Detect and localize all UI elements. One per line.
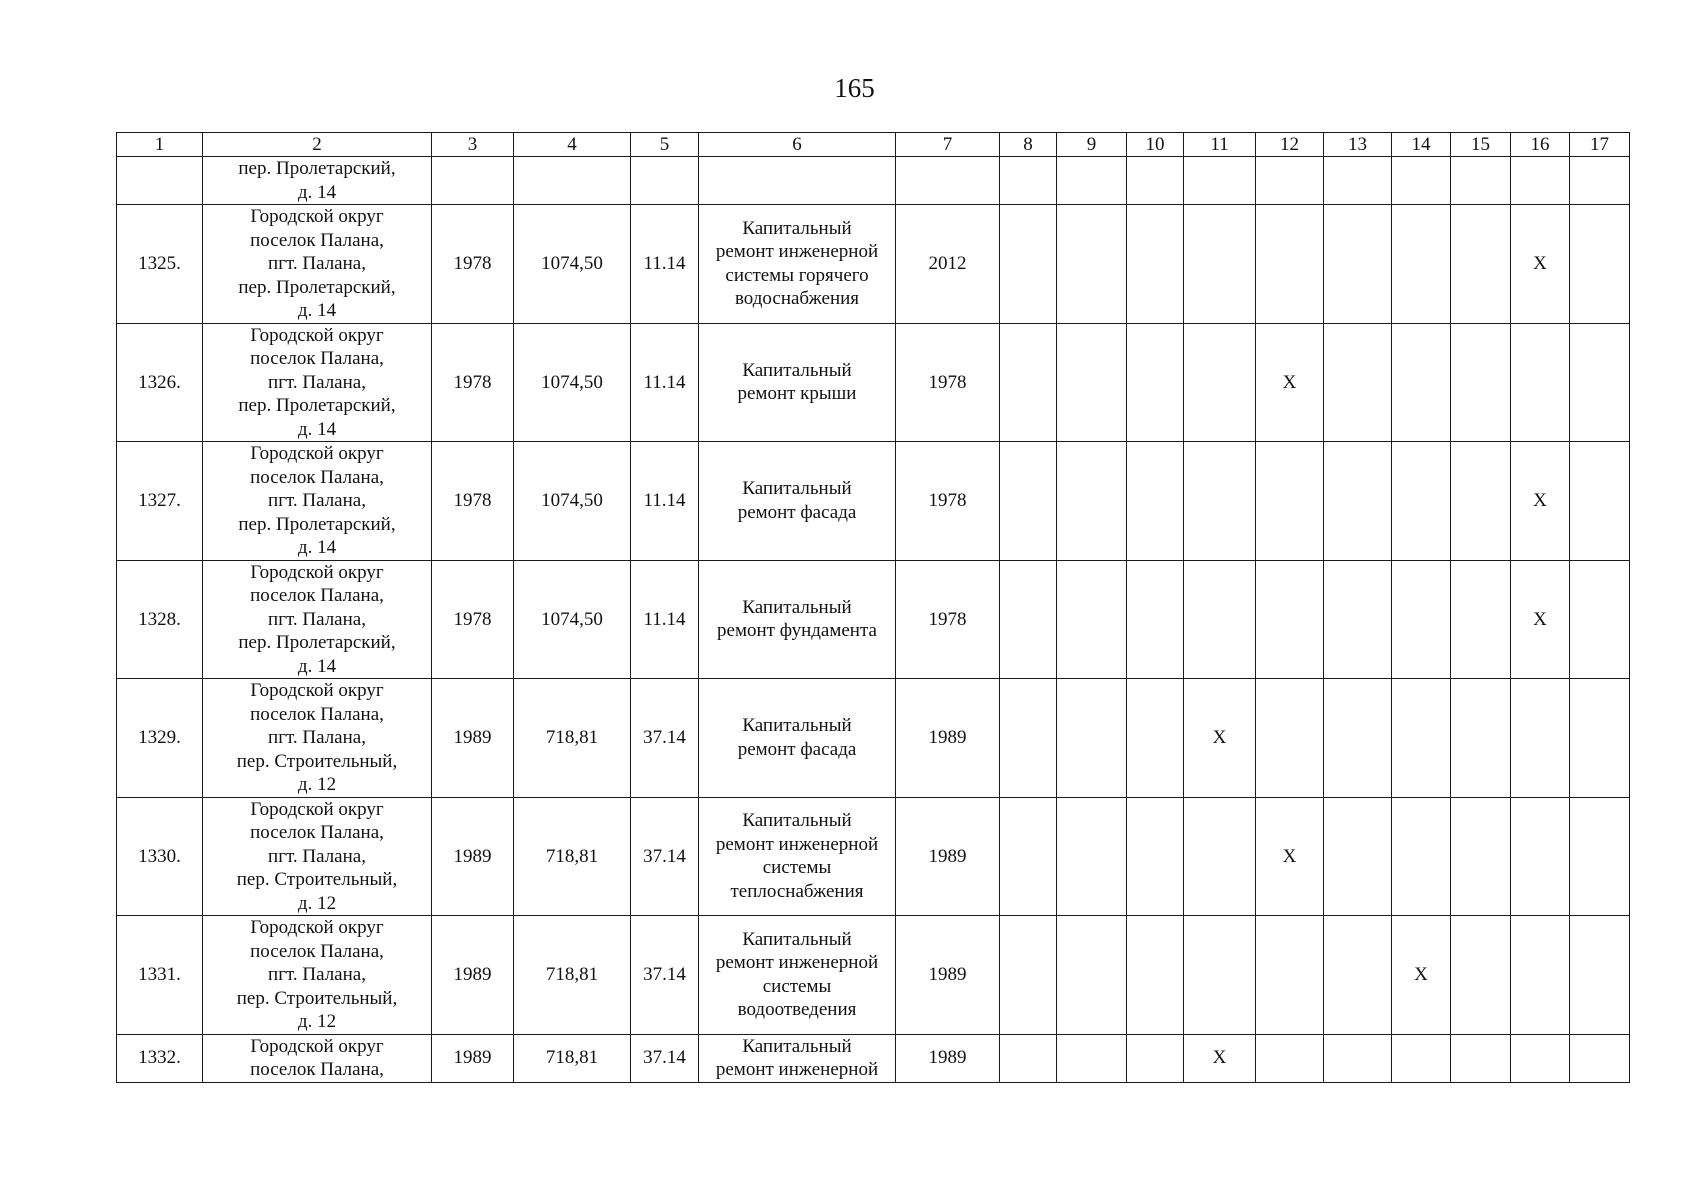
code-cell: 11.14 — [631, 442, 699, 561]
address-line: Городской округ — [250, 1035, 384, 1057]
code-cell: 37.14 — [631, 679, 699, 798]
work-line: Капитальный — [742, 715, 852, 737]
address-line: Городской округ — [250, 443, 384, 464]
mark-cell — [1000, 323, 1057, 442]
mark-cell — [1127, 323, 1184, 442]
address-line: пгт. Палана, — [268, 845, 366, 867]
mark-cell — [1000, 157, 1057, 205]
mark-cell — [1511, 1034, 1570, 1082]
mark-cell — [1570, 1034, 1630, 1082]
mark-cell — [1324, 157, 1392, 205]
code-cell: 37.14 — [631, 1034, 699, 1082]
mark-cell — [1511, 157, 1570, 205]
build-year-cell: 1978 — [432, 442, 514, 561]
address-line: д. 14 — [297, 418, 337, 440]
mark-cell — [1057, 797, 1127, 916]
column-number-cell: 16 — [1511, 133, 1570, 157]
mark-cell — [1392, 1034, 1451, 1082]
work-type-cell — [699, 679, 896, 798]
table-row — [117, 797, 1630, 916]
mark-cell — [1392, 323, 1451, 442]
mark-cell — [1570, 679, 1630, 798]
mark-cell — [1570, 442, 1630, 561]
mark-cell — [1392, 157, 1451, 205]
mark-cell — [1511, 797, 1570, 916]
address-line: Городской округ — [250, 206, 384, 227]
build-year-cell: 1989 — [432, 797, 514, 916]
work-line: ремонт инженерной — [715, 833, 879, 855]
mark-cell — [1324, 560, 1392, 679]
work-year-cell: 1989 — [896, 1034, 1000, 1082]
area-cell: 718,81 — [514, 797, 631, 916]
mark-cell — [1511, 679, 1570, 798]
mark-cell — [1256, 560, 1324, 679]
mark-cell — [1127, 916, 1184, 1035]
mark-cell — [1057, 560, 1127, 679]
row-number-cell: 1328. — [117, 560, 203, 679]
area-cell: 1074,50 — [514, 560, 631, 679]
mark-cell — [1324, 205, 1392, 324]
column-number-row — [117, 133, 1630, 157]
mark-cell — [1256, 1034, 1324, 1082]
address-line: пгт. Палана, — [268, 490, 366, 511]
address-line: д. 12 — [297, 892, 337, 914]
area-cell: 718,81 — [514, 916, 631, 1035]
mark-cell — [1127, 797, 1184, 916]
column-number-cell: 8 — [1000, 133, 1057, 157]
table-row — [117, 560, 1630, 679]
mark-cell — [1127, 679, 1184, 798]
address-line: поселок Палана, — [250, 466, 384, 488]
row-number-cell: 1329. — [117, 679, 203, 798]
work-line: системы — [762, 857, 832, 879]
row-number-cell: 1332. — [117, 1034, 203, 1082]
work-type-cell — [699, 560, 896, 679]
column-number-cell: 15 — [1451, 133, 1511, 157]
build-year-cell — [432, 157, 514, 205]
code-cell: 37.14 — [631, 916, 699, 1035]
column-number-cell: 11 — [1184, 133, 1256, 157]
mark-cell — [1451, 157, 1511, 205]
address-line: пер. Пролетарский, — [238, 158, 396, 179]
mark-cell — [1451, 560, 1511, 679]
work-year-cell: 1978 — [896, 442, 1000, 561]
table-row — [117, 1034, 1630, 1082]
work-type-cell — [699, 1034, 896, 1082]
row-number-cell: 1325. — [117, 205, 203, 324]
work-line: Капитальный — [742, 478, 852, 500]
row-number-cell: 1330. — [117, 797, 203, 916]
address-line: д. 12 — [297, 1011, 337, 1032]
address-line: пгт. Палана, — [268, 253, 366, 274]
code-cell: 11.14 — [631, 560, 699, 679]
area-cell — [514, 157, 631, 205]
mark-cell — [1451, 205, 1511, 324]
address-line: поселок Палана, — [250, 822, 384, 843]
work-line: ремонт крыши — [737, 383, 857, 405]
column-number-cell: 9 — [1057, 133, 1127, 157]
address-line: д. 12 — [297, 774, 337, 795]
mark-cell — [1324, 916, 1392, 1035]
address-line: д. 14 — [297, 655, 337, 677]
column-number-cell: 12 — [1256, 133, 1324, 157]
table-row — [117, 442, 1630, 561]
mark-cell — [1057, 157, 1127, 205]
address-line: Городской округ — [250, 917, 384, 938]
mark-cell — [1127, 442, 1184, 561]
mark-cell — [1057, 1034, 1127, 1082]
mark-cell — [1184, 797, 1256, 916]
mark-cell — [1451, 323, 1511, 442]
mark-cell — [1000, 916, 1057, 1035]
mark-cell — [1451, 916, 1511, 1035]
mark-cell — [1000, 205, 1057, 324]
work-line: Капитальный — [742, 596, 852, 618]
mark-cell — [1057, 679, 1127, 798]
mark-cell — [1256, 157, 1324, 205]
mark-cell: X — [1256, 797, 1324, 916]
address-cell — [203, 916, 432, 1035]
work-line: Капитальный — [742, 1035, 852, 1057]
mark-cell — [1451, 1034, 1511, 1082]
mark-cell: X — [1511, 442, 1570, 561]
work-line: ремонт инженерной — [715, 241, 879, 263]
mark-cell: X — [1184, 1034, 1256, 1082]
address-line: поселок Палана, — [250, 585, 384, 606]
address-line: пер. Пролетарский, — [238, 632, 396, 653]
column-number-cell: 1 — [117, 133, 203, 157]
work-line: водоотведения — [737, 999, 857, 1021]
mark-cell: X — [1511, 205, 1570, 324]
address-line: Городской округ — [250, 324, 384, 346]
mark-cell: X — [1511, 560, 1570, 679]
work-type-cell — [699, 916, 896, 1035]
address-cell — [203, 205, 432, 324]
mark-cell — [1057, 916, 1127, 1035]
work-line: ремонт инженерной — [715, 952, 879, 974]
address-line: д. 14 — [297, 300, 337, 321]
mark-cell — [1451, 797, 1511, 916]
table-row — [117, 916, 1630, 1035]
mark-cell — [1057, 442, 1127, 561]
address-line: поселок Палана, — [250, 1059, 384, 1080]
work-line: Капитальный — [742, 928, 852, 950]
mark-cell — [1324, 797, 1392, 916]
work-line: ремонт фасада — [737, 501, 857, 523]
mark-cell — [1392, 442, 1451, 561]
mark-cell — [1570, 323, 1630, 442]
address-line: пер. Строительный, — [236, 869, 398, 890]
address-line: пер. Строительный, — [236, 750, 398, 772]
work-year-cell: 1989 — [896, 916, 1000, 1035]
mark-cell — [1127, 560, 1184, 679]
mark-cell — [1127, 157, 1184, 205]
mark-cell — [1184, 442, 1256, 561]
column-number-cell: 6 — [699, 133, 896, 157]
address-line: пер. Пролетарский, — [238, 395, 396, 416]
build-year-cell: 1989 — [432, 679, 514, 798]
address-line: пгт. Палана, — [268, 727, 366, 748]
address-line: поселок Палана, — [250, 703, 384, 725]
work-line: ремонт фундамента — [717, 620, 877, 642]
address-cell — [203, 323, 432, 442]
code-cell: 11.14 — [631, 323, 699, 442]
column-number-cell: 14 — [1392, 133, 1451, 157]
code-cell — [631, 157, 699, 205]
mark-cell — [1570, 797, 1630, 916]
address-line: пгт. Палана, — [268, 964, 366, 985]
build-year-cell: 1989 — [432, 1034, 514, 1082]
mark-cell — [1511, 323, 1570, 442]
work-type-cell — [699, 442, 896, 561]
work-year-cell — [896, 157, 1000, 205]
table-row — [117, 157, 1630, 205]
column-number-cell: 5 — [631, 133, 699, 157]
work-year-cell: 2012 — [896, 205, 1000, 324]
work-type-cell — [699, 323, 896, 442]
mark-cell — [1184, 205, 1256, 324]
data-table — [116, 132, 1630, 1083]
mark-cell — [1392, 560, 1451, 679]
table-row — [117, 323, 1630, 442]
address-line: Городской округ — [250, 680, 384, 701]
work-year-cell: 1978 — [896, 560, 1000, 679]
mark-cell — [1000, 1034, 1057, 1082]
build-year-cell: 1978 — [432, 205, 514, 324]
work-line: системы — [762, 975, 832, 997]
work-type-cell — [699, 157, 896, 205]
work-type-cell — [699, 205, 896, 324]
mark-cell — [1057, 323, 1127, 442]
mark-cell — [1570, 205, 1630, 324]
address-line: Городской округ — [250, 798, 384, 820]
address-line: д. 14 — [297, 181, 337, 203]
address-line: пгт. Палана, — [268, 608, 366, 630]
address-line: поселок Палана, — [250, 348, 384, 369]
mark-cell — [1392, 679, 1451, 798]
mark-cell — [1451, 442, 1511, 561]
column-number-cell: 17 — [1570, 133, 1630, 157]
row-number-cell: 1326. — [117, 323, 203, 442]
build-year-cell: 1978 — [432, 560, 514, 679]
work-type-cell — [699, 797, 896, 916]
mark-cell: X — [1392, 916, 1451, 1035]
area-cell: 1074,50 — [514, 323, 631, 442]
address-cell — [203, 797, 432, 916]
mark-cell — [1324, 1034, 1392, 1082]
work-line: Капитальный — [742, 217, 852, 239]
mark-cell — [1324, 442, 1392, 561]
work-year-cell: 1989 — [896, 797, 1000, 916]
mark-cell — [1256, 205, 1324, 324]
mark-cell — [1392, 797, 1451, 916]
mark-cell — [1184, 916, 1256, 1035]
area-cell: 1074,50 — [514, 442, 631, 561]
mark-cell — [1451, 679, 1511, 798]
mark-cell — [1511, 916, 1570, 1035]
mark-cell — [1057, 205, 1127, 324]
column-number-cell: 3 — [432, 133, 514, 157]
mark-cell — [1184, 157, 1256, 205]
work-line: теплоснабжения — [730, 880, 864, 902]
address-line: пгт. Палана, — [268, 371, 366, 393]
row-number-cell: 1331. — [117, 916, 203, 1035]
column-number-cell: 2 — [203, 133, 432, 157]
mark-cell — [1256, 916, 1324, 1035]
address-line: д. 14 — [297, 537, 337, 558]
build-year-cell: 1989 — [432, 916, 514, 1035]
mark-cell — [1000, 679, 1057, 798]
column-number-cell: 4 — [514, 133, 631, 157]
address-line: пер. Пролетарский, — [238, 513, 396, 535]
work-line: Капитальный — [742, 359, 852, 381]
mark-cell — [1000, 560, 1057, 679]
address-cell — [203, 560, 432, 679]
mark-cell — [1392, 205, 1451, 324]
address-line: пер. Строительный, — [236, 987, 398, 1009]
address-cell — [203, 157, 432, 205]
page-number: 165 — [834, 73, 875, 103]
address-line: поселок Палана, — [250, 229, 384, 251]
work-line: ремонт инженерной — [715, 1059, 879, 1080]
column-number-cell: 13 — [1324, 133, 1392, 157]
area-cell: 1074,50 — [514, 205, 631, 324]
table-row — [117, 205, 1630, 324]
mark-cell — [1256, 442, 1324, 561]
mark-cell — [1184, 560, 1256, 679]
work-line: системы горячего — [725, 264, 869, 286]
address-cell — [203, 679, 432, 798]
mark-cell — [1570, 560, 1630, 679]
address-line: поселок Палана, — [250, 940, 384, 962]
address-cell — [203, 1034, 432, 1082]
row-number-cell: 1327. — [117, 442, 203, 561]
column-number-cell: 10 — [1127, 133, 1184, 157]
mark-cell — [1127, 1034, 1184, 1082]
mark-cell — [1000, 442, 1057, 561]
address-cell — [203, 442, 432, 561]
column-number-cell: 7 — [896, 133, 1000, 157]
mark-cell — [1127, 205, 1184, 324]
work-year-cell: 1978 — [896, 323, 1000, 442]
code-cell: 37.14 — [631, 797, 699, 916]
mark-cell — [1324, 323, 1392, 442]
code-cell: 11.14 — [631, 205, 699, 324]
table-row — [117, 679, 1630, 798]
mark-cell — [1324, 679, 1392, 798]
work-year-cell: 1989 — [896, 679, 1000, 798]
mark-cell — [1256, 679, 1324, 798]
work-line: водоснабжения — [734, 288, 860, 310]
work-line: Капитальный — [742, 810, 852, 832]
mark-cell: X — [1256, 323, 1324, 442]
mark-cell — [1000, 797, 1057, 916]
row-number-cell — [117, 157, 203, 205]
area-cell: 718,81 — [514, 679, 631, 798]
mark-cell — [1184, 323, 1256, 442]
mark-cell: X — [1184, 679, 1256, 798]
mark-cell — [1570, 157, 1630, 205]
area-cell: 718,81 — [514, 1034, 631, 1082]
address-line: Городской округ — [250, 561, 384, 583]
build-year-cell: 1978 — [432, 323, 514, 442]
work-line: ремонт фасада — [737, 738, 857, 760]
address-line: пер. Пролетарский, — [238, 276, 396, 298]
mark-cell — [1570, 916, 1630, 1035]
